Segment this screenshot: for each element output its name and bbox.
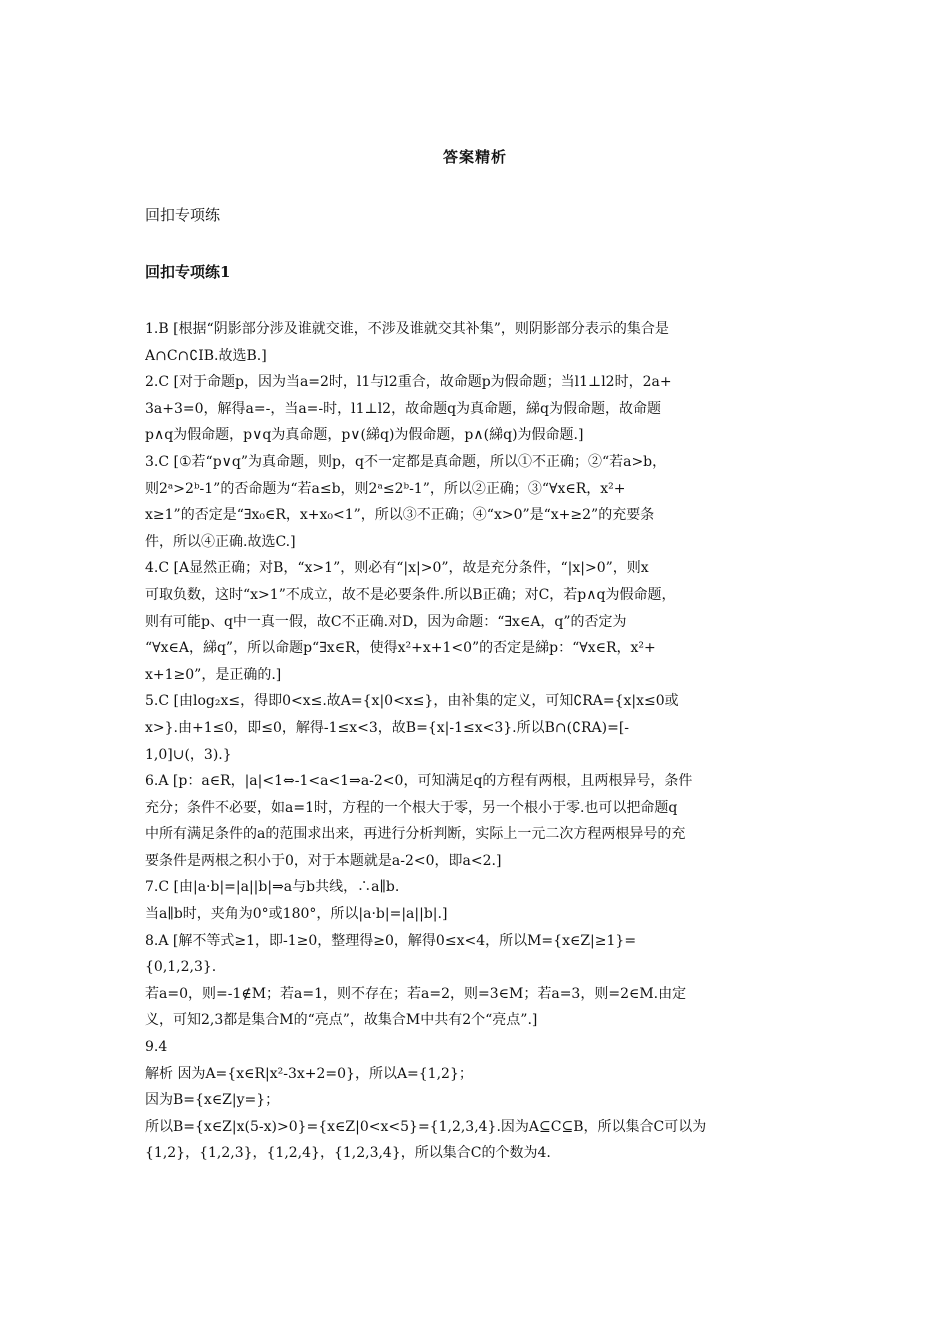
answer-line: 6.A [p：a∈R，|a|<1⇔-1<a<1⇒a-2<0，可知满足q的方程有两根，且两根异号，条件 xyxy=(145,773,693,790)
answer-line: 2.C [对于命题p，因为当a=2时，l1与l2重合，故命题p为假命题；当l1⊥l2时，2a+ xyxy=(145,374,672,391)
answer-line: {1,2}，{1,2,3}，{1,2,4}，{1,2,3,4}，所以集合C的个数为4. xyxy=(145,1145,551,1162)
answer-line: 要条件是两根之积小于0，对于本题就是a-2<0，即a<2.] xyxy=(145,852,502,869)
answer-line: 7.C [由|a·b|=|a||b|⇒a与b共线，∴a∥b. xyxy=(145,879,400,896)
answer-line: {0,1,2,3}. xyxy=(145,959,217,976)
answer-line: “∀x∈A，綈q”，所以命题p“∃x∈R，使得x²+x+1<0”的否定是綈p：“∀x∈R，x²+ xyxy=(145,640,656,657)
answer-line: 5.C [由log₂x≤，得即0<x≤.故A={x|0<x≤}，由补集的定义，可知∁RA={x|x≤0或 xyxy=(145,693,679,710)
answer-line: 当a∥b时，夹角为0°或180°，所以|a·b|=|a||b|.] xyxy=(145,906,448,923)
answer-line: x≥1”的否定是“∃x₀∈R，x+x₀<1”，所以③不正确；④“x>0”是“x+≥2”的充要条 xyxy=(145,507,655,524)
answer-line: 件，所以④正确.故选C.] xyxy=(145,533,296,550)
answer-line: 因为B={x∈Z|y=}； xyxy=(145,1092,280,1109)
answer-line: 4.C [A显然正确；对B，“x>1”，则必有“|x|>0”，故是充分条件，“|x|>0”，则x xyxy=(145,560,649,577)
answer-line: 义，可知2,3都是集合M的“亮点”，故集合M中共有2个“亮点”.] xyxy=(145,1012,538,1029)
page-subtitle: 回扣专项练 xyxy=(145,206,221,224)
answer-line: x>}.由+1≤0，即≤0，解得-1≤x<3，故B={x|-1≤x<3}.所以B∩(∁RA)=[- xyxy=(145,719,630,736)
answer-line: 充分；条件不必要，如a=1时，方程的一个根大于零，另一个根小于零.也可以把命题q xyxy=(145,799,678,816)
answer-line: p∧q为假命题，p∨q为真命题，p∨(綈q)为假命题，p∧(綈q)为假命题.] xyxy=(145,427,584,444)
answer-line: 8.A [解不等式≥1，即-1≥0，整理得≥0，解得0≤x<4，所以M={x∈Z|≥1}= xyxy=(145,932,637,949)
answer-line: 解析 因为A={x∈R|x²-3x+2=0}，所以A={1,2}； xyxy=(145,1065,473,1082)
answer-line: 所以B={x∈Z|x(5-x)>0}={x∈Z|0<x<5}={1,2,3,4}.因为A⊆C⊆B，所以集合C可以为 xyxy=(145,1118,707,1135)
answer-line: 1.B [根据“阴影部分涉及谁就交谁，不涉及谁就交其补集”，则阴影部分表示的集合是 xyxy=(145,321,669,337)
page-title: 答案精析 xyxy=(442,148,507,166)
answer-line: 则2ᵃ>2ᵇ-1”的否命题为“若a≤b，则2ᵃ≤2ᵇ-1”，所以②正确；③“∀x∈R，x²+ xyxy=(145,480,626,497)
answer-line: 中所有满足条件的a的范围求出来，再进行分析判断，实际上一元二次方程两根异号的充 xyxy=(145,826,686,843)
answer-line: 3a+3=0，解得a=-，当a=-时，l1⊥l2，故命题q为真命题，綈q为假命题，故命题 xyxy=(145,400,662,417)
answer-line: x+1≥0”，是正确的.] xyxy=(145,666,282,683)
answer-line: 1,0]∪(，3).} xyxy=(145,746,232,763)
answer-line: 3.C [①若“p∨q”为真命题，则p，q不一定都是真命题，所以①不正确；②“若a>b， xyxy=(145,453,667,470)
answer-line: 若a=0，则=-1∉M；若a=1，则不存在；若a=2，则=3∈M；若a=3，则=2∈M.由定 xyxy=(145,985,687,1002)
answer-line: 9.4 xyxy=(145,1039,168,1056)
answer-line: 则有可能p、q中一真一假，故C不正确.对D，因为命题：“∃x∈A，q”的否定为 xyxy=(145,613,627,630)
answer-line: 可取负数，这时“x>1”不成立，故不是必要条件.所以B正确；对C，若p∧q为假命题， xyxy=(145,586,676,603)
answer-line: A∩C∩∁IB.故选B.] xyxy=(145,347,267,364)
section-heading: 回扣专项练1 xyxy=(145,263,231,281)
answer-content xyxy=(145,316,807,1167)
